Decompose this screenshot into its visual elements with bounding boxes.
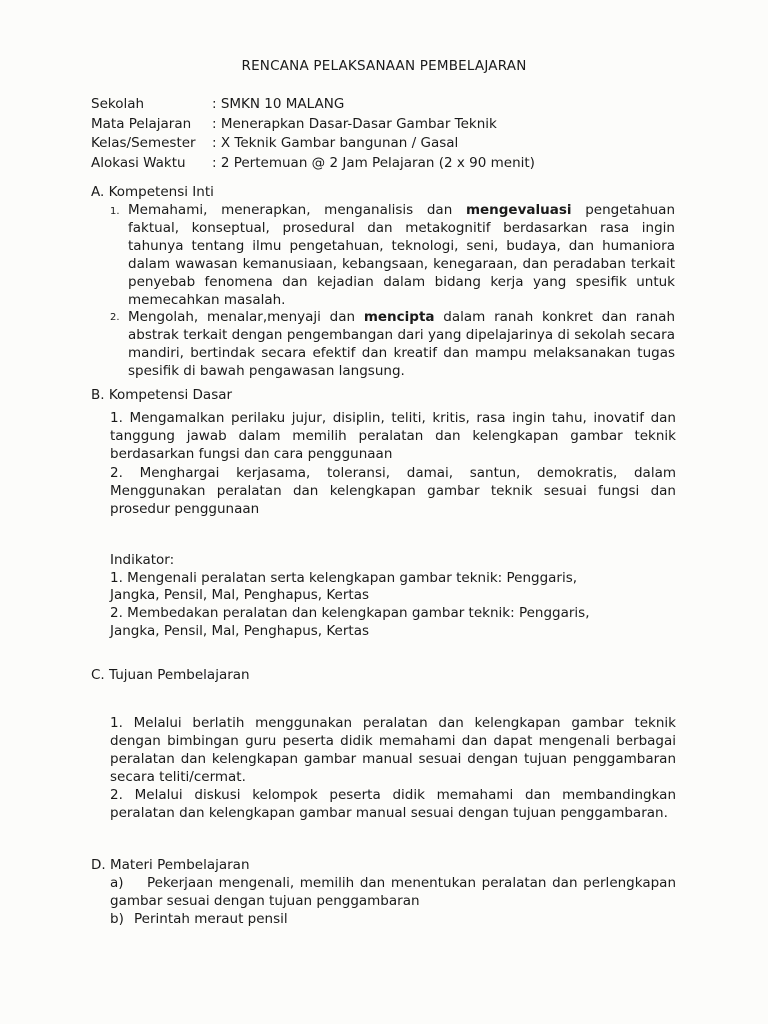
meta-row-school <box>91 95 535 115</box>
materi-b-text: Perintah meraut pensil <box>134 911 288 927</box>
meta-value: : 2 Pertemuan @ 2 Jam Pelajaran (2 x 90 menit) <box>212 154 535 171</box>
meta-row-time <box>91 154 535 174</box>
section-a-heading: A. Kompetensi Inti <box>91 184 214 200</box>
meta-key: Sekolah <box>91 96 145 112</box>
tujuan-2: 2. Melalui diskusi kelompok peserta didik memahami dan membandingkan peralatan dan kelengkapan gambar manual sesuai dengan tujuan penggambaran. <box>110 787 676 821</box>
section-d-heading: D. Materi Pembelajaran <box>91 857 250 873</box>
meta-value: : Menerapkan Dasar-Dasar Gambar Teknik <box>212 115 497 132</box>
indikator-1-line-2: Jangka, Pensil, Mal, Penghapus, Kertas <box>110 587 370 603</box>
kompetensi-dasar-1: 1. Mengamalkan perilaku jujur, disiplin, teliti, kritis, rasa ingin tahu, inovatif dan tanggung jawab dalam memilih peralatan dan kelengkapan gambar teknik berdasarkan fungsi dan cara penggunaan <box>110 410 676 462</box>
tujuan-1: 1. Melalui berlatih menggunakan peralatan dan kelengkapan gambar teknik dengan bimbingan guru peserta didik memahami dan dapat mengenali berbagai peralatan dan kelengkapan gambar manual sesuai dengan tujuan penggambaran secara teliti/cermat. <box>110 715 676 785</box>
document-title: RENCANA PELAKSANAAN PEMBELAJARAN <box>241 58 527 74</box>
meta-key: Alokasi Waktu <box>91 154 186 171</box>
materi-a-text: Pekerjaan mengenali, memilih dan menentukan peralatan dan perlengkapan gambar sesuai dengan tujuan penggambaran <box>110 875 676 909</box>
kompetensi-inti-2 <box>128 308 675 380</box>
item-text: dalam ranah konkret dan ranah abstrak terkait dengan pengembangan dari yang dipelajarinya di sekolah secara mandiri, bertindak secara efektif dan kreatif dan mampu melaksanakan tugas spesifik di bawah pengawasan langsung. <box>128 309 675 379</box>
meta-row-class <box>91 134 535 154</box>
indikator-label: Indikator: <box>110 552 175 568</box>
meta-value: : SMKN 10 MALANG <box>212 96 345 112</box>
item-bold-term: mencipta <box>363 309 435 325</box>
meta-row-subject <box>91 115 535 135</box>
meta-value: : X Teknik Gambar bangunan / Gasal <box>212 135 459 151</box>
kompetensi-inti-1 <box>128 201 675 309</box>
item-text: Memahami, menerapkan, menganalisis dan <box>128 202 466 218</box>
indikator-2-line-2: Jangka, Pensil, Mal, Penghapus, Kertas <box>110 623 370 639</box>
list-number: 1. <box>110 206 120 217</box>
materi-a-label: a) <box>110 875 124 891</box>
meta-table <box>91 95 535 173</box>
meta-key: Mata Pelajaran <box>91 115 192 132</box>
indikator-1-line-1: 1. Mengenali peralatan serta kelengkapan gambar teknik: Penggaris, <box>110 570 578 586</box>
section-b-heading: B. Kompetensi Dasar <box>91 387 233 403</box>
materi-b-label: b) <box>110 911 124 927</box>
item-text: Mengolah, menalar,menyaji dan <box>128 309 364 325</box>
indikator-2-line-1: 2. Membedakan peralatan dan kelengkapan gambar teknik: Penggaris, <box>110 605 590 621</box>
item-bold-term: mengevaluasi <box>465 202 572 218</box>
meta-key: Kelas/Semester <box>91 135 196 151</box>
kompetensi-dasar-2: 2. Menghargai kerjasama, toleransi, damai, santun, demokratis, dalam Menggunakan peralatan dan kelengkapan gambar teknik sesuai fungsi dan prosedur penggunaan <box>110 465 676 517</box>
section-c-heading: C. Tujuan Pembelajaran <box>91 667 250 683</box>
item-text: pengetahuan faktual, konseptual, prosedural dan metakognitif berdasarkan rasa ingin tahunya tentang ilmu pengetahuan, teknologi, seni, budaya, dan humaniora dalam wawasan kemanusiaan, kebangsaan, kenegaraan, dan peradaban terkait penyebab fenomena dan kejadian dalam bidang kerja yang spesifik untuk memecahkan masalah. <box>128 202 676 308</box>
list-number: 2. <box>110 312 120 323</box>
